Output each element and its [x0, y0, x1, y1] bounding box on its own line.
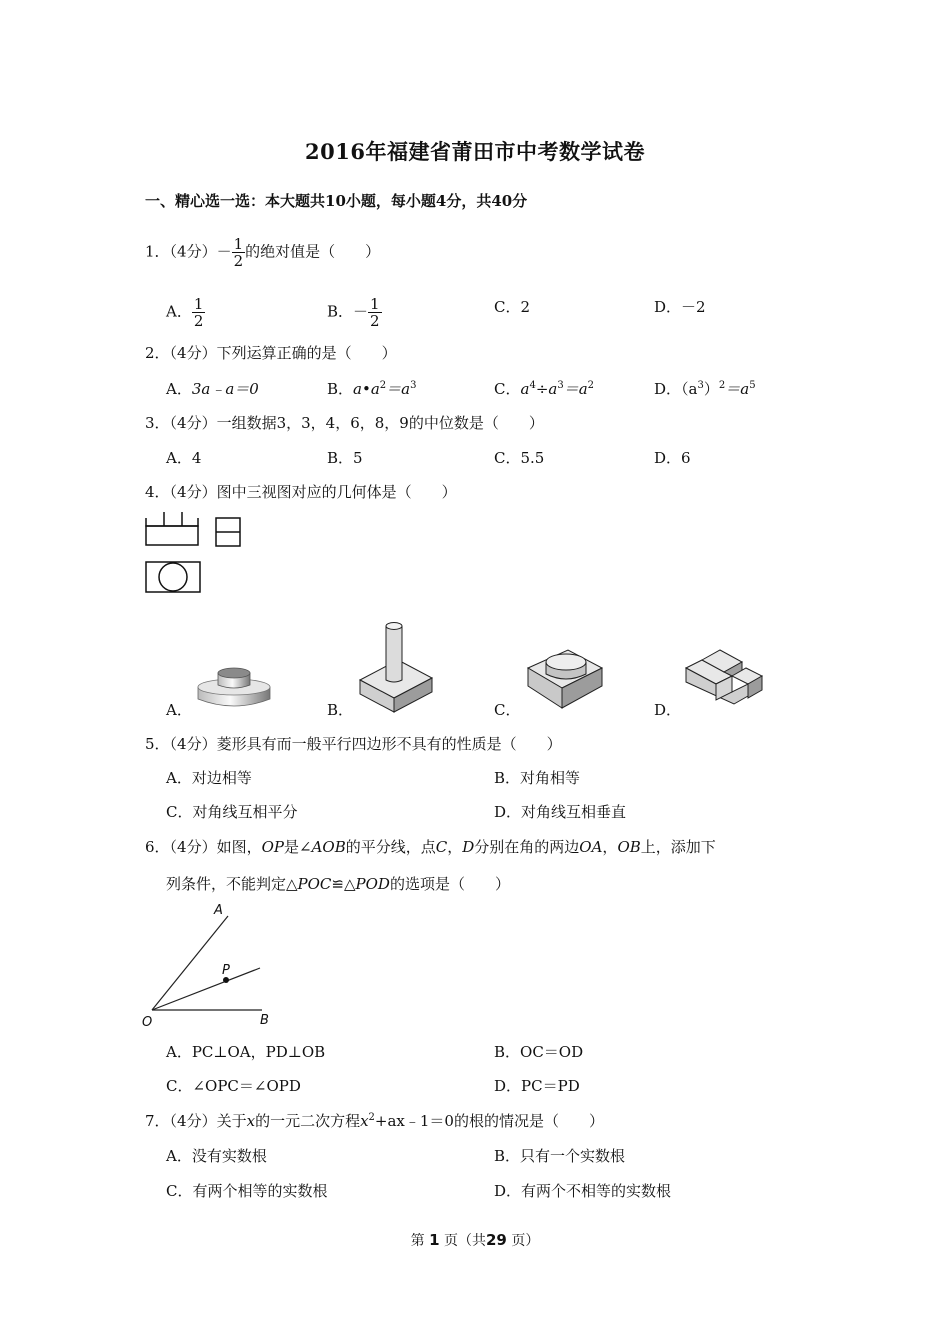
q6-text: 6．（4分）如图，: [145, 838, 262, 856]
question-5: 5．（4分）菱形具有而一般平行四边形不具有的性质是（ ）: [145, 735, 562, 753]
q6-var: D: [462, 838, 475, 856]
option-label: C．: [494, 380, 521, 398]
exponent: 2: [368, 1112, 375, 1123]
option-text: 3a﹣a＝0: [191, 380, 259, 398]
q6-text: ，: [447, 838, 463, 856]
option-text: ＝a: [563, 380, 588, 398]
q6-text: ≌△: [331, 875, 356, 893]
exponent: 4: [529, 380, 536, 391]
exponent: 2: [379, 380, 387, 391]
q6-var: OA: [579, 838, 603, 856]
option-label: D．（a: [654, 380, 698, 398]
option-label: A．: [166, 380, 192, 398]
front-view-top-icon: [146, 512, 198, 526]
front-view-icon: [146, 526, 198, 545]
q1-option-d: D．－2: [654, 298, 706, 316]
q6-text: 的选项是（ ）: [389, 875, 510, 893]
q5-option-c: C．对角线互相平分: [166, 803, 298, 821]
solid-d-icon: [684, 642, 766, 714]
page-title: 2016年福建省莆田市中考数学试卷: [305, 139, 645, 164]
solid-b-icon: [356, 622, 436, 714]
label-o: O: [142, 1015, 153, 1030]
q6-text: 列条件，不能判定△: [166, 875, 298, 893]
q7-var: x: [360, 1112, 369, 1130]
exponent: 3: [557, 380, 564, 391]
exponent: 2: [718, 380, 726, 391]
option-text: ÷a: [535, 380, 558, 398]
q6-option-d: D．PC＝PD: [494, 1077, 580, 1095]
exponent: 3: [410, 380, 417, 391]
q3-option-d: D．6: [654, 449, 691, 467]
three-view-figure: [144, 512, 244, 596]
q4-option-a: A．: [166, 701, 192, 719]
q6-text: ，: [602, 838, 618, 856]
question-2: 2．（4分）下列运算正确的是（ ）: [145, 344, 397, 362]
q6-var: AOB: [311, 838, 346, 856]
page-number: 1: [429, 1231, 440, 1249]
q1-stem-suffix: 的绝对值是（ ）: [245, 242, 381, 261]
page-footer: [0, 1230, 950, 1250]
label-p: P: [222, 963, 230, 978]
frac-denominator: 2: [233, 252, 244, 270]
q7-text: 7．（4分）关于: [145, 1112, 247, 1130]
q7-option-c: C．有两个相等的实数根: [166, 1182, 328, 1200]
exponent: 3: [697, 380, 704, 391]
q1-fraction: [232, 236, 246, 269]
q1-option-c: C．2: [494, 298, 531, 316]
solid-a-icon: [196, 665, 272, 713]
option-text: a•a: [353, 380, 380, 398]
q1-option-a: [166, 296, 205, 329]
page-total: 29: [486, 1231, 507, 1249]
top-view-icon: [146, 562, 200, 592]
q6-text: 的平分线，点: [345, 838, 436, 856]
q6-var: POC: [297, 875, 332, 893]
q6-var: OP: [261, 838, 284, 856]
q6-text: 分别在角的两边: [474, 838, 580, 856]
q7-option-d: D．有两个不相等的实数根: [494, 1182, 672, 1200]
q4-option-b: B．: [327, 701, 354, 719]
q2-option-b: [327, 378, 416, 399]
ray-oa: [152, 916, 228, 1010]
q6-option-b: B．OC＝OD: [494, 1043, 584, 1061]
q2-option-d: [654, 378, 756, 399]
option-fraction: [192, 296, 206, 329]
q5-option-a: A．对边相等: [166, 769, 252, 787]
q2-option-a: [166, 378, 259, 399]
top-view-circle-icon: [159, 563, 187, 591]
q7-text: 的一元二次方程: [255, 1112, 361, 1130]
footer-text: 页（共: [444, 1233, 486, 1249]
question-1: [145, 236, 380, 269]
q5-option-b: B．对角相等: [494, 769, 581, 787]
option-label: A．: [166, 302, 192, 321]
footer-text: 第: [410, 1233, 425, 1249]
frac-denominator: 2: [370, 312, 380, 330]
q3-option-b: B．5: [327, 449, 363, 467]
q3-option-a: A．4: [166, 449, 202, 467]
q6-option-c: C．∠OPC＝∠OPD: [166, 1077, 301, 1095]
angle-bisector-figure: [142, 902, 282, 1030]
option-label: B．－: [327, 302, 369, 321]
option-text: ＝a: [725, 380, 750, 398]
q6-var: C: [435, 838, 448, 856]
exponent: 2: [587, 380, 595, 391]
section-heading: 一、精心选一选：本大题共10小题，每小题4分，共40分: [145, 192, 528, 210]
question-3: 3．（4分）一组数据3，3，4，6，8，9的中位数是（ ）: [145, 414, 544, 432]
question-6-line-2: [166, 873, 510, 894]
label-b: B: [260, 1013, 269, 1028]
q1-stem-prefix: 1．（4分）－: [145, 242, 232, 261]
q4-option-c: C．: [494, 701, 521, 719]
option-label: B．: [327, 380, 354, 398]
frac-numerator: 1: [370, 295, 380, 313]
q6-var: POD: [355, 875, 390, 893]
q7-option-a: A．没有实数根: [166, 1147, 267, 1165]
ray-op: [152, 968, 260, 1010]
q1-option-b: [327, 296, 382, 329]
solid-c-icon: [524, 644, 606, 714]
q4-option-d: D．: [654, 701, 682, 719]
question-4: 4．（4分）图中三视图对应的几何体是（ ）: [145, 483, 457, 501]
q7-option-b: B．只有一个实数根: [494, 1147, 626, 1165]
q7-text: +ax﹣1＝0的根的情况是（ ）: [374, 1112, 604, 1130]
q6-text: 是∠: [283, 838, 312, 856]
frac-denominator: 2: [193, 312, 204, 330]
q7-var: x: [246, 1112, 256, 1130]
frac-numerator: 1: [193, 295, 204, 313]
q6-text: 上，添加下: [640, 838, 716, 856]
question-7: [145, 1110, 604, 1131]
q2-option-c: [494, 378, 594, 399]
footer-text: 页）: [511, 1233, 540, 1249]
label-a: A: [214, 903, 223, 918]
q3-option-c: C．5.5: [494, 449, 545, 467]
option-text: a: [520, 380, 530, 398]
option-text: ）: [703, 380, 719, 398]
frac-numerator: 1: [233, 235, 244, 253]
option-text: ＝a: [386, 380, 411, 398]
q6-var: OB: [617, 838, 641, 856]
exponent: 5: [749, 380, 756, 391]
option-fraction: [368, 296, 382, 329]
q5-option-d: D．对角线互相垂直: [494, 803, 627, 821]
q6-option-a: A．PC⊥OA，PD⊥OB: [166, 1043, 326, 1061]
question-6-line-1: [145, 836, 716, 857]
